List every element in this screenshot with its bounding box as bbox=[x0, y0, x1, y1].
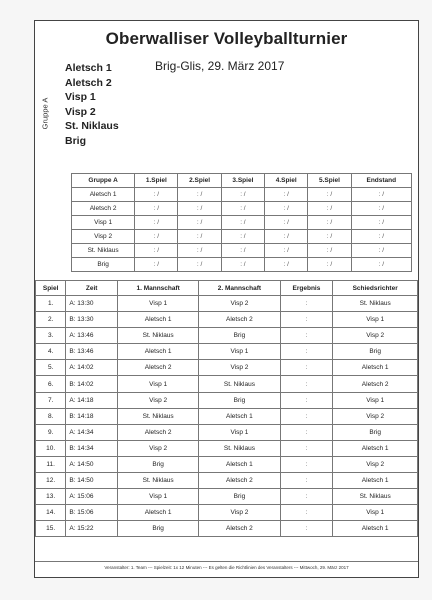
referee-cell: Brig bbox=[333, 424, 418, 440]
team-list bbox=[65, 61, 119, 148]
result-cell: : bbox=[280, 392, 333, 408]
score-cell: : / bbox=[351, 258, 411, 272]
team1-cell: Brig bbox=[118, 456, 199, 472]
game-number-cell: 1. bbox=[36, 296, 66, 312]
game-time-cell: B: 14:02 bbox=[66, 376, 118, 392]
standings-row bbox=[72, 188, 412, 202]
team1-cell: Visp 1 bbox=[118, 376, 199, 392]
standings-header-row bbox=[72, 174, 412, 188]
result-cell: : bbox=[280, 344, 333, 360]
standings-row bbox=[72, 230, 412, 244]
game-time-cell: B: 13:46 bbox=[66, 344, 118, 360]
team1-cell: Aletsch 2 bbox=[118, 360, 199, 376]
result-cell: : bbox=[280, 489, 333, 505]
score-cell: : / bbox=[135, 216, 178, 230]
standings-header-cell: 3.Spiel bbox=[221, 174, 264, 188]
team2-cell: Visp 2 bbox=[199, 360, 280, 376]
team2-cell: Visp 1 bbox=[199, 424, 280, 440]
game-time-cell: B: 14:34 bbox=[66, 440, 118, 456]
team1-cell: Aletsch 1 bbox=[118, 344, 199, 360]
group-label-text: Gruppe A bbox=[40, 97, 50, 130]
game-number-cell: 11. bbox=[36, 456, 66, 472]
score-cell: : / bbox=[265, 258, 308, 272]
score-cell: : / bbox=[135, 202, 178, 216]
game-number-cell: 14. bbox=[36, 505, 66, 521]
standings-row bbox=[72, 258, 412, 272]
team2-cell: Visp 2 bbox=[199, 296, 280, 312]
team2-cell: Aletsch 2 bbox=[199, 312, 280, 328]
score-cell: : / bbox=[265, 202, 308, 216]
score-cell: : / bbox=[265, 244, 308, 258]
score-cell: : / bbox=[308, 230, 351, 244]
referee-cell: Visp 1 bbox=[333, 312, 418, 328]
score-cell: : / bbox=[135, 230, 178, 244]
standings-team-cell: Visp 1 bbox=[72, 216, 135, 230]
referee-cell: Brig bbox=[333, 344, 418, 360]
game-number-cell: 7. bbox=[36, 392, 66, 408]
footer-note: Veranstalter: 1. Team --- Spielzeit: 1x 12 Minuten --- Es gelten die Richtlinien des Veranstalters --- Mittwoch, 29. März 2017 bbox=[35, 561, 418, 570]
team2-cell: Brig bbox=[199, 328, 280, 344]
team-name: St. Niklaus bbox=[65, 120, 119, 132]
game-row bbox=[36, 328, 418, 344]
score-cell: : / bbox=[308, 216, 351, 230]
team-name: Visp 1 bbox=[65, 91, 96, 103]
team1-cell: Brig bbox=[118, 521, 199, 537]
score-cell: : / bbox=[178, 202, 221, 216]
game-time-cell: A: 14:50 bbox=[66, 456, 118, 472]
games-header-cell: Ergebnis bbox=[280, 281, 333, 296]
game-time-cell: A: 14:34 bbox=[66, 424, 118, 440]
game-time-cell: B: 15:06 bbox=[66, 505, 118, 521]
referee-cell: Visp 2 bbox=[333, 456, 418, 472]
score-cell: : / bbox=[308, 244, 351, 258]
score-cell: : / bbox=[178, 230, 221, 244]
score-cell: : / bbox=[351, 202, 411, 216]
team-name: Aletsch 2 bbox=[65, 76, 112, 89]
event-location-date: Brig-Glis, 29. März 2017 bbox=[155, 59, 285, 73]
game-number-cell: 13. bbox=[36, 489, 66, 505]
score-cell: : / bbox=[178, 258, 221, 272]
standings-header-cell: Endstand bbox=[351, 174, 411, 188]
game-row bbox=[36, 489, 418, 505]
standings-header-cell: 4.Spiel bbox=[265, 174, 308, 188]
standings-team-cell: St. Niklaus bbox=[72, 244, 135, 258]
game-row bbox=[36, 312, 418, 328]
game-number-cell: 8. bbox=[36, 408, 66, 424]
team1-cell: Aletsch 1 bbox=[118, 505, 199, 521]
standings-team-cell: Aletsch 2 bbox=[72, 202, 135, 216]
score-cell: : / bbox=[178, 188, 221, 202]
game-row bbox=[36, 440, 418, 456]
game-time-cell: A: 15:22 bbox=[66, 521, 118, 537]
team1-cell: St. Niklaus bbox=[118, 328, 199, 344]
game-number-cell: 6. bbox=[36, 376, 66, 392]
games-header-cell: 1. Mannschaft bbox=[118, 281, 199, 296]
team2-cell: Aletsch 1 bbox=[199, 408, 280, 424]
game-number-cell: 3. bbox=[36, 328, 66, 344]
team1-cell: Visp 2 bbox=[118, 440, 199, 456]
game-row bbox=[36, 424, 418, 440]
game-number-cell: 15. bbox=[36, 521, 66, 537]
score-cell: : / bbox=[178, 216, 221, 230]
team2-cell: Visp 2 bbox=[199, 505, 280, 521]
score-cell: : / bbox=[135, 188, 178, 202]
game-time-cell: A: 13:30 bbox=[66, 296, 118, 312]
game-row bbox=[36, 360, 418, 376]
score-cell: : / bbox=[308, 202, 351, 216]
team-name: Aletsch 1 bbox=[65, 62, 112, 74]
game-time-cell: B: 14:18 bbox=[66, 408, 118, 424]
standings-team-cell: Visp 2 bbox=[72, 230, 135, 244]
game-number-cell: 12. bbox=[36, 473, 66, 489]
referee-cell: Aletsch 1 bbox=[333, 440, 418, 456]
games-header-cell: Schiedsrichter bbox=[333, 281, 418, 296]
team1-cell: Aletsch 1 bbox=[118, 312, 199, 328]
result-cell: : bbox=[280, 376, 333, 392]
score-cell: : / bbox=[351, 216, 411, 230]
game-time-cell: A: 14:18 bbox=[66, 392, 118, 408]
games-header-row bbox=[36, 281, 418, 296]
team1-cell: St. Niklaus bbox=[118, 408, 199, 424]
standings-team-cell: Brig bbox=[72, 258, 135, 272]
game-time-cell: A: 15:06 bbox=[66, 489, 118, 505]
game-row bbox=[36, 296, 418, 312]
team-name: Visp 2 bbox=[65, 105, 96, 118]
score-cell: : / bbox=[221, 216, 264, 230]
game-row bbox=[36, 376, 418, 392]
score-cell: : / bbox=[178, 244, 221, 258]
result-cell: : bbox=[280, 424, 333, 440]
score-cell: : / bbox=[265, 188, 308, 202]
game-time-cell: A: 14:02 bbox=[66, 360, 118, 376]
standings-header-cell: Gruppe A bbox=[72, 174, 135, 188]
game-number-cell: 10. bbox=[36, 440, 66, 456]
game-time-cell: B: 13:30 bbox=[66, 312, 118, 328]
team1-cell: Visp 2 bbox=[118, 392, 199, 408]
games-header-cell: Spiel bbox=[36, 281, 66, 296]
score-cell: : / bbox=[308, 188, 351, 202]
team1-cell: Aletsch 2 bbox=[118, 424, 199, 440]
standings-header-cell: 5.Spiel bbox=[308, 174, 351, 188]
group-label bbox=[37, 87, 51, 147]
team2-cell: Aletsch 2 bbox=[199, 521, 280, 537]
game-number-cell: 4. bbox=[36, 344, 66, 360]
standings-row bbox=[72, 244, 412, 258]
standings-row bbox=[72, 202, 412, 216]
page-title: Oberwalliser Volleyballturnier bbox=[105, 29, 348, 48]
referee-cell: Visp 1 bbox=[333, 392, 418, 408]
standings-row bbox=[72, 216, 412, 230]
game-row bbox=[36, 344, 418, 360]
team2-cell: Brig bbox=[199, 392, 280, 408]
score-cell: : / bbox=[221, 258, 264, 272]
result-cell: : bbox=[280, 521, 333, 537]
referee-cell: Aletsch 1 bbox=[333, 360, 418, 376]
referee-cell: Aletsch 1 bbox=[333, 521, 418, 537]
result-cell: : bbox=[280, 312, 333, 328]
referee-cell: Visp 2 bbox=[333, 328, 418, 344]
game-row bbox=[36, 392, 418, 408]
game-schedule-table bbox=[35, 280, 418, 537]
team-name: Brig bbox=[65, 134, 86, 147]
score-cell: : / bbox=[351, 230, 411, 244]
team2-cell: St. Niklaus bbox=[199, 376, 280, 392]
result-cell: : bbox=[280, 296, 333, 312]
game-time-cell: A: 13:46 bbox=[66, 328, 118, 344]
score-cell: : / bbox=[351, 244, 411, 258]
score-cell: : / bbox=[221, 244, 264, 258]
team2-cell: Brig bbox=[199, 489, 280, 505]
score-cell: : / bbox=[351, 188, 411, 202]
referee-cell: Aletsch 2 bbox=[333, 376, 418, 392]
team2-cell: St. Niklaus bbox=[199, 440, 280, 456]
team2-cell: Aletsch 1 bbox=[199, 456, 280, 472]
game-time-cell: B: 14:50 bbox=[66, 473, 118, 489]
result-cell: : bbox=[280, 473, 333, 489]
game-row bbox=[36, 473, 418, 489]
standings-header-cell: 2.Spiel bbox=[178, 174, 221, 188]
game-number-cell: 9. bbox=[36, 424, 66, 440]
result-cell: : bbox=[280, 408, 333, 424]
team1-cell: Visp 1 bbox=[118, 489, 199, 505]
team2-cell: Visp 1 bbox=[199, 344, 280, 360]
game-row bbox=[36, 505, 418, 521]
referee-cell: Visp 1 bbox=[333, 505, 418, 521]
game-row bbox=[36, 408, 418, 424]
team2-cell: Aletsch 2 bbox=[199, 473, 280, 489]
score-cell: : / bbox=[135, 258, 178, 272]
game-number-cell: 5. bbox=[36, 360, 66, 376]
game-number-cell: 2. bbox=[36, 312, 66, 328]
game-row bbox=[36, 521, 418, 537]
referee-cell: St. Niklaus bbox=[333, 296, 418, 312]
games-header-cell: Zeit bbox=[66, 281, 118, 296]
score-cell: : / bbox=[221, 202, 264, 216]
result-cell: : bbox=[280, 456, 333, 472]
result-cell: : bbox=[280, 505, 333, 521]
games-header-cell: 2. Mannschaft bbox=[199, 281, 280, 296]
score-cell: : / bbox=[221, 188, 264, 202]
score-cell: : / bbox=[135, 244, 178, 258]
result-cell: : bbox=[280, 440, 333, 456]
team1-cell: St. Niklaus bbox=[118, 473, 199, 489]
result-cell: : bbox=[280, 360, 333, 376]
score-cell: : / bbox=[265, 216, 308, 230]
referee-cell: St. Niklaus bbox=[333, 489, 418, 505]
result-cell: : bbox=[280, 328, 333, 344]
schedule-sheet bbox=[34, 20, 419, 578]
standings-team-cell: Aletsch 1 bbox=[72, 188, 135, 202]
standings-table bbox=[71, 173, 412, 272]
referee-cell: Visp 2 bbox=[333, 408, 418, 424]
score-cell: : / bbox=[265, 230, 308, 244]
game-row bbox=[36, 456, 418, 472]
referee-cell: Aletsch 1 bbox=[333, 473, 418, 489]
standings-header-cell: 1.Spiel bbox=[135, 174, 178, 188]
score-cell: : / bbox=[308, 258, 351, 272]
team1-cell: Visp 1 bbox=[118, 296, 199, 312]
score-cell: : / bbox=[221, 230, 264, 244]
